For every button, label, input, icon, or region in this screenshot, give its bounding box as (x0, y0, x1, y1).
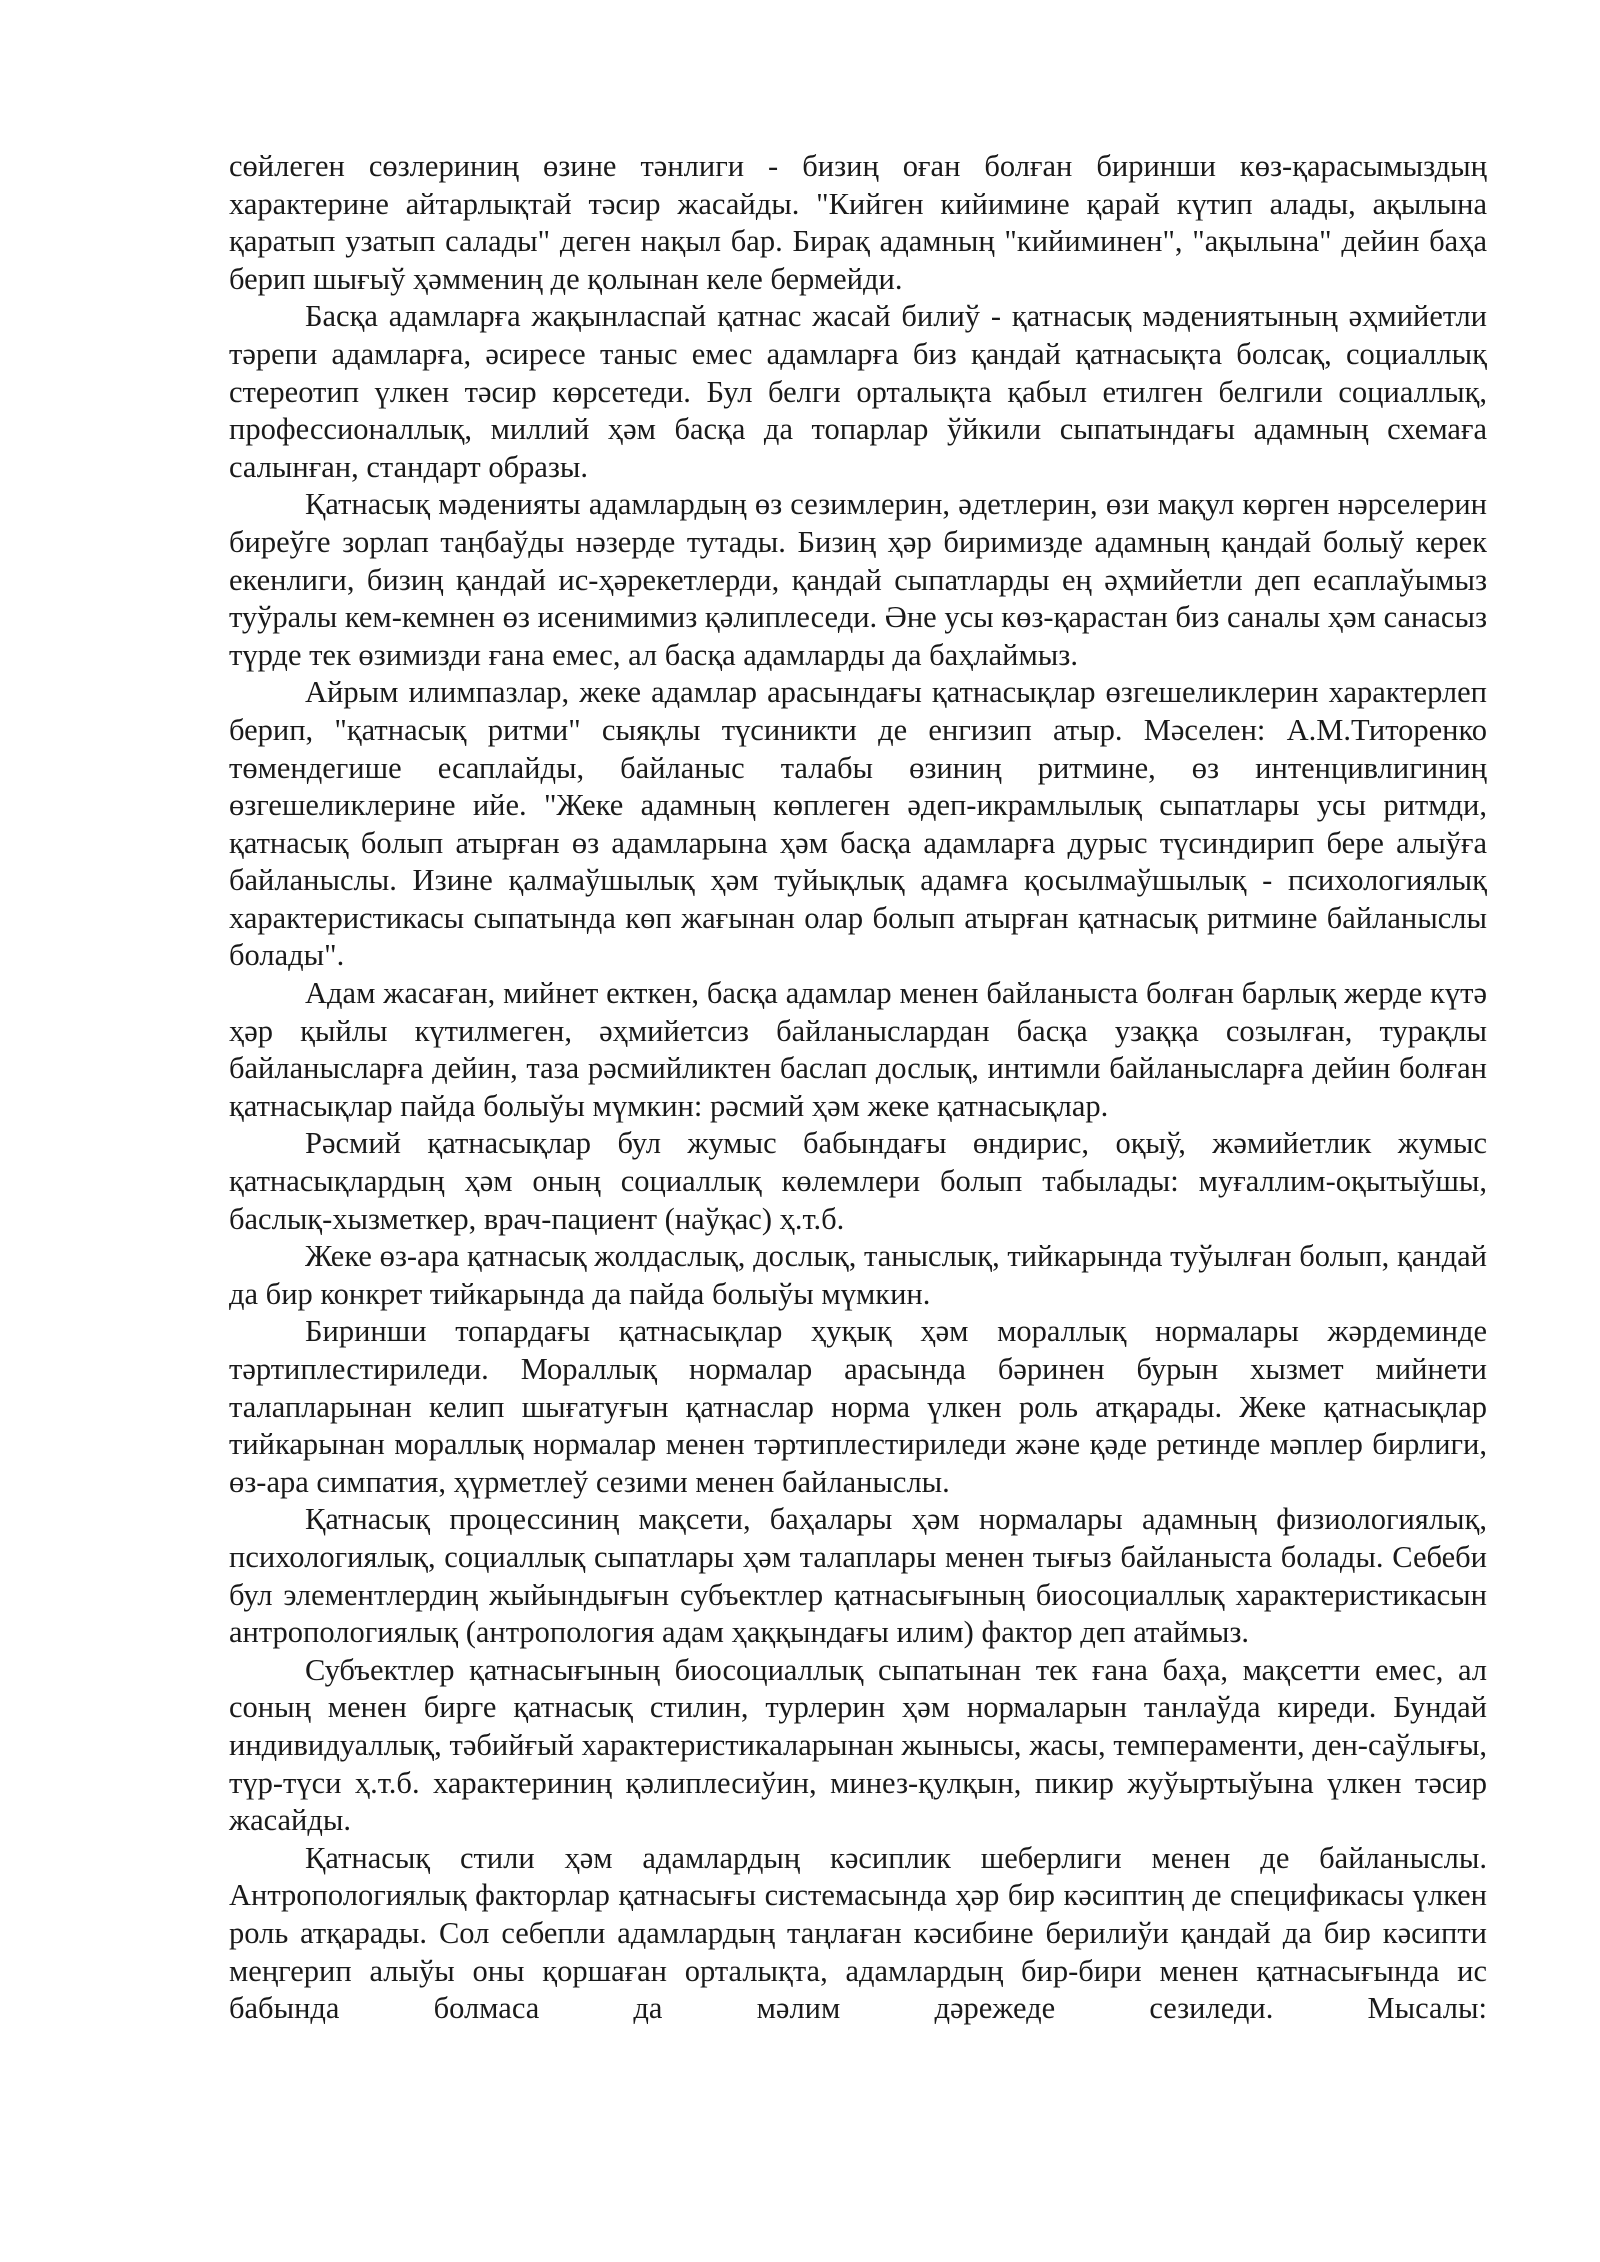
paragraph-3: Қатнасық мәденияты адамлардың өз сезимлерин, әдетлерин, өзи мақул көрген нәрселерин биреўге зорлап таңбаўды нәзерде тутады. Бизиң ҳәр биримизде адамның қандай болыў керек екенлиги, бизиң қандай ис-ҳәрекетлерди, қандай сыпатларды ең әҳмийетли деп есаплаўымыз туўралы кем-кемнен өз исенимимиз қәлиплеседи. Әне усы көз-қарастан биз саналы ҳәм санасыз түрде тек өзимизди ғана емес, ал басқа адамларды да баҳлаймыз. (229, 487, 1487, 672)
paragraph-9: Қатнасық процессиниң мақсети, баҳалары ҳәм нормалары адамның физиологиялық, психологиялық, социаллық сыпатлары ҳәм талаплары менен тығыз байланыста болады. Себеби бул элементлердиң жыйындығын субъектлер қатнасығының биосоциаллық характеристикасын антропологиялық (антропология адам ҳаққындағы илим) фактор деп атаймыз. (229, 1502, 1487, 1650)
paragraph-4: Айрым илимпазлар, жеке адамлар арасындағы қатнасықлар өзгешеликлерин характерлеп берип, "қатнасық ритми" сыяқлы түсиникти де енгизип атыр. Мәселен: А.М.Титоренко төмендегише есаплайды, байланыс талабы өзиниң ритмине, өз интенцивлигиниң өзгешеликлерине ийе. "Жеке адамның көплеген әдеп-икрамлылық сыпатлары усы ритмди, қатнасық болып атырған өз адамларына ҳәм басқа адамларға дурыс түсиндирип бере алыўға байланыслы. Изине қалмаўшылық ҳәм туйықлық адамға қосылмаўшылық - психологиялық характеристикасы сыпатында көп жағынан олар болып атырған қатнасық ритмине байланыслы болады". (229, 675, 1487, 973)
paragraph-2: Басқа адамларға жақынласпай қатнас жасай билиў - қатнасық мәдениятының әҳмийетли тәрепи адамларға, әсиресе таныс емес адамларға биз қандай қатнасықта болсақ, социаллық стереотип үлкен тәсир көрсетеди. Бул белги орталықта қабыл етилген белгили социаллық, профессионаллық, миллий ҳәм басқа да топарлар ўйкили сыпатындағы адамның схемаға салынған, стандарт образы. (229, 299, 1487, 484)
paragraph-5: Адам жасаған, мийнет екткен, басқа адамлар менен байланыста болған барлық жерде күтә ҳәр қыйлы күтилмеген, әҳмийетсиз байланыслардан басқа узаққа созылған, турақлы байланысларға дейин, таза рәсмийликтен баслап дослық, интимли байланысларға дейин болған қатнасықлар пайда болыўы мүмкин: рәсмий ҳәм жеке қатнасықлар. (229, 976, 1487, 1123)
paragraph-6: Рәсмий қатнасықлар бул жумыс бабындағы өндирис, оқыў, жәмийетлик жумыс қатнасықлардың ҳәм оның социаллық көлемлери болып табылады: муғаллим-оқытыўшы, баслық-хызметкер, врач-пациент (наўқас) ҳ.т.б. (229, 1126, 1487, 1236)
paragraph-10: Субъектлер қатнасығының биосоциаллық сыпатынан тек ғана баҳа, мақсетти емес, ал соның менен бирге қатнасық стилин, турлерин ҳәм нормаларын танлаўда киреди. Бундай индивидуаллық, тәбийғый характеристикаларынан жынысы, жасы, темпераменти, ден-саўлығы, түр-түси ҳ.т.б. характериниң қәлиплесиўин, минез-қулқын, пикир жуўыртыўына үлкен тәсир жасайды. (229, 1652, 1487, 1838)
document-page (229, 148, 1487, 2028)
paragraph-11: Қатнасық стили ҳәм адамлардың кәсиплик шеберлиги менен де байланыслы. Антропологиялық факторлар қатнасығы системасында ҳәр бир кәсиптиң де спецификасы үлкен роль атқарады. Сол себепли адамлардың таңлаған кәсибине берилиўи қандай да бир кәсипти меңгерип алыўы оны қоршаған орталықта, адамлардың бир-бири менен қатнасығында ис бабында болмаса да мәлим дәрежеде сезиледи. Мысалы: (229, 1840, 1487, 2026)
paragraph-7: Жеке өз-ара қатнасық жолдаслық, дослық, таныслық, тийкарында туўылған болып, қандай да бир конкрет тийкарында да пайда болыўы мүмкин. (229, 1239, 1487, 1311)
paragraph-8: Биринши топардағы қатнасықлар ҳуқық ҳәм мораллық нормалары жәрдеминде тәртиплестириледи. Мораллық нормалар арасында бәринен бурын хызмет мийнети талапларынан келип шығатуғын қатнаслар норма үлкен роль атқарады. Жеке қатнасықлар тийкарынан мораллық нормалар менен тәртиплестириледи және қәде ретинде мәплер бирлиги, өз-ара симпатия, ҳүрметлеў сезими менен байланыслы. (229, 1314, 1487, 1499)
paragraph-1: сөйлеген сөзлериниң өзине тәнлиги - бизиң оған болған биринши көз-қарасымыздың характерине айтарлықтай тәсир жасайды. "Кийген кийимине қарай күтип алады, ақылына қаратып узатып салады" деген нақыл бар. Бирақ адамның "кийиминен", "ақылына" дейин баҳа берип шығыў ҳәммениң де қолынан келе бермейди. (229, 149, 1487, 296)
